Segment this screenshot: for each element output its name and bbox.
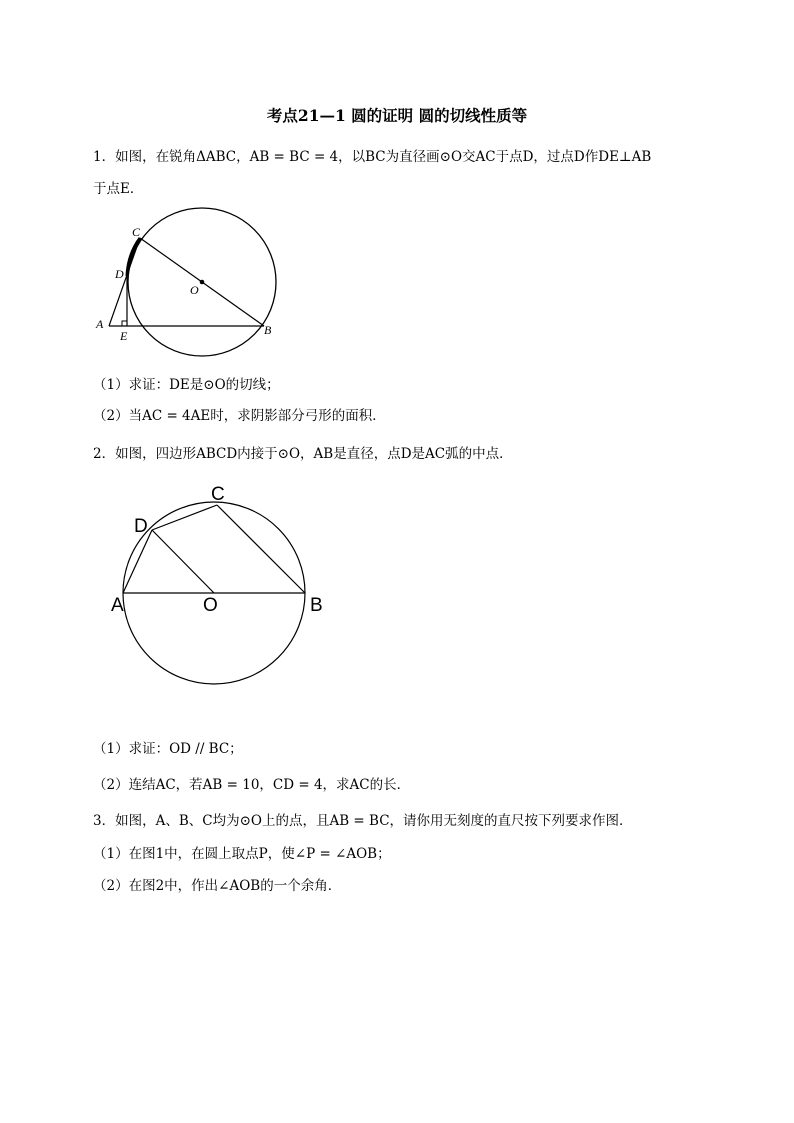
label-e: E — [120, 329, 128, 343]
label-o: O — [190, 283, 199, 297]
center-dot — [200, 280, 205, 285]
segment-od — [152, 530, 214, 593]
problem2-statement: 2．如图，四边形ABCD内接于⊙O，AB是直径，点D是AC弧的中点． — [93, 446, 513, 462]
label-b: B — [310, 595, 323, 616]
label-d: D — [115, 267, 124, 281]
problem1-statement-line1: 1．如图，在锐角ΔABC，AB = BC = 4，以BC为直径画⊙O交AC于点D，过点D作DE⊥AB — [93, 149, 652, 165]
label-b: B — [264, 323, 272, 337]
segment-cb — [217, 505, 305, 593]
segment-dc — [152, 505, 217, 530]
problem1-part1: （1）求证：DE是⊙O的切线； — [93, 377, 280, 393]
label-a: A — [96, 317, 104, 331]
label-c: C — [211, 484, 225, 505]
label-d: D — [134, 516, 148, 537]
problem3-part1: （1）在图1中，在圆上取点P，使∠P = ∠AOB； — [93, 846, 391, 862]
label-o: O — [203, 595, 218, 616]
right-angle-mark — [122, 321, 127, 326]
page-title: 考点21—1 圆的证明 圆的切线性质等 — [266, 106, 528, 125]
problem1-figure — [90, 200, 290, 360]
label-c: C — [132, 225, 141, 239]
problem1-statement-line2: 于点E． — [93, 181, 144, 197]
problem3-part2: （2）在图2中，作出∠AOB的一个余角． — [93, 878, 342, 894]
problem2-part2: （2）连结AC，若AB = 10，CD = 4，求AC的长． — [93, 777, 411, 793]
problem1-part2: （2）当AC = 4AE时，求阴影部分弓形的面积． — [93, 408, 386, 424]
label-a: A — [111, 595, 124, 616]
problem2-part1: （1）求证：OD // BC； — [93, 741, 243, 757]
segment-ad — [123, 530, 152, 593]
problem2-figure — [105, 480, 335, 690]
problem3-statement: 3．如图，A、B、C均为⊙O上的点，且AB = BC，请你用无刻度的直尺按下列要求作图． — [93, 813, 633, 829]
